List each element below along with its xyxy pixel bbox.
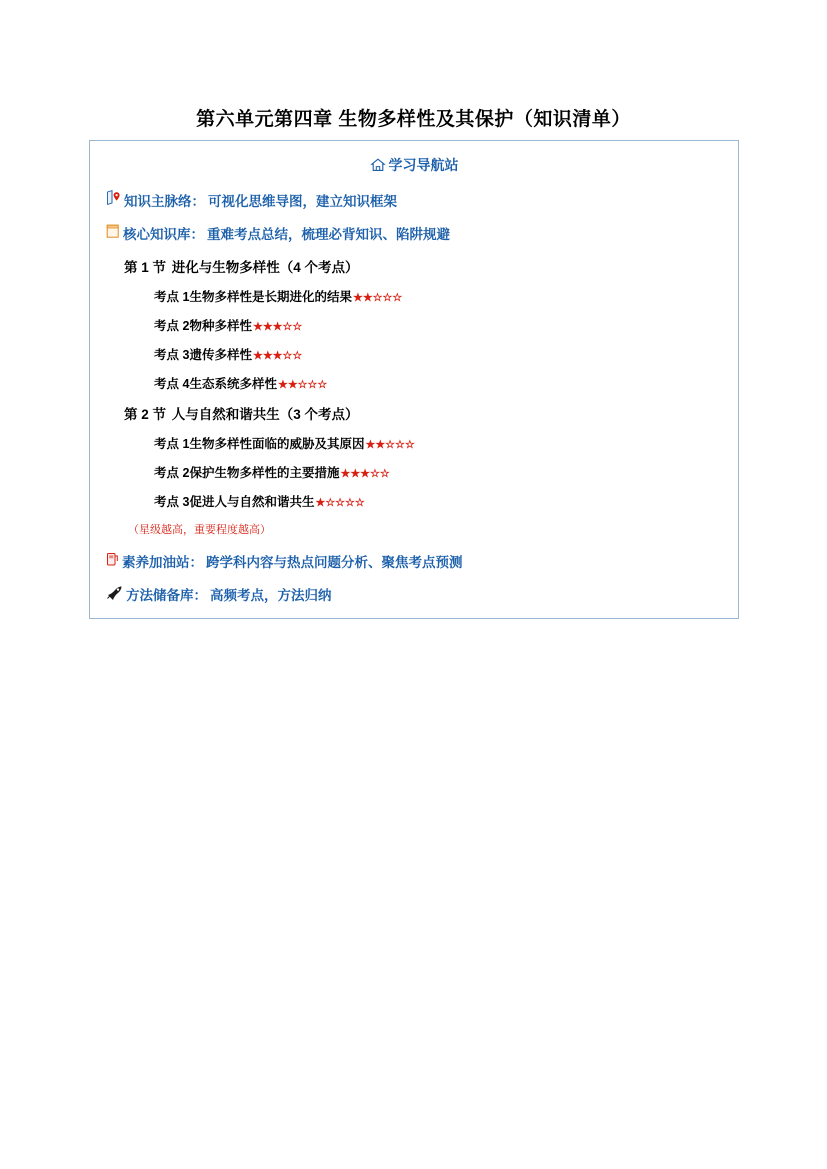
row-core-knowledge-text: 重难考点总结，梳理必背知识、陷阱规避: [207, 227, 450, 242]
list-item: [154, 316, 722, 334]
rocket-icon: [106, 584, 123, 600]
point-label: 考点 3: [154, 348, 190, 362]
row-knowledge-map-text: 可视化思维导图，建立知识框架: [208, 194, 397, 209]
list-item: [154, 287, 722, 305]
nav-box-header: [106, 155, 722, 175]
home-icon: [370, 157, 386, 173]
point-text: 保护生物多样性的主要措施: [189, 466, 340, 480]
row-core-knowledge: [106, 223, 722, 243]
list-item: [154, 463, 722, 481]
section-2-heading: [124, 403, 722, 423]
point-text: 遗传多样性: [189, 348, 252, 362]
point-text: 促进人与自然和谐共生: [189, 495, 315, 509]
clipboard-icon: [106, 223, 120, 239]
difficulty-stars: ★★☆☆☆: [365, 439, 415, 451]
difficulty-stars: ★★★☆☆: [252, 350, 303, 362]
point-text: 物种多样性: [189, 319, 252, 333]
difficulty-stars: ★★☆☆☆: [352, 292, 403, 304]
point-label: 考点 4: [154, 377, 190, 391]
row-method-library: [106, 584, 722, 604]
list-item: [154, 492, 722, 510]
difficulty-stars: ★☆☆☆☆: [315, 497, 365, 509]
point-text: 生态系统多样性: [189, 377, 277, 391]
point-text: 生物多样性是长期进化的结果: [189, 290, 352, 304]
section-1-title: 进化与生物多样性（4 个考点）: [171, 260, 359, 275]
nav-box-header-label: 学习导航站: [388, 157, 459, 173]
point-label: 考点 2: [154, 319, 190, 333]
row-method-label: 方法储备库：: [126, 588, 207, 603]
list-item: [154, 434, 722, 452]
row-competency-label: 素养加油站：: [122, 555, 203, 570]
page-title: 第六单元第四章 生物多样性及其保护（知识清单）: [196, 109, 631, 130]
difficulty-stars: ★★☆☆☆: [277, 379, 328, 391]
point-label: 考点 1: [154, 290, 190, 304]
row-method-text: 高频考点，方法归纳: [210, 588, 332, 603]
row-knowledge-map: [106, 189, 722, 210]
star-legend-note: （星级越高，重要程度越高）: [128, 524, 271, 536]
fuel-icon: [106, 551, 119, 567]
difficulty-stars: ★★★☆☆: [340, 468, 390, 480]
point-label: 考点 2: [154, 466, 190, 480]
map-pin-icon: [106, 189, 121, 206]
row-core-knowledge-label: 核心知识库：: [123, 227, 204, 242]
row-competency-station: [106, 551, 722, 571]
list-item: [154, 345, 722, 363]
section-2-title: 人与自然和谐共生（3 个考点）: [171, 407, 359, 422]
list-item: [154, 374, 722, 392]
footer-rows: [106, 551, 722, 604]
row-knowledge-map-label: 知识主脉络：: [124, 194, 205, 209]
study-navigation-box: [89, 140, 739, 619]
point-label: 考点 3: [154, 495, 190, 509]
difficulty-stars: ★★★☆☆: [252, 321, 303, 333]
point-label: 考点 1: [154, 437, 190, 451]
section-2-number: 第 2 节: [124, 407, 167, 422]
section-1-number: 第 1 节: [124, 260, 167, 275]
row-competency-text: 跨学科内容与热点问题分析、聚焦考点预测: [206, 555, 463, 570]
point-text: 生物多样性面临的威胁及其原因: [189, 437, 365, 451]
section-1-heading: [124, 256, 722, 276]
